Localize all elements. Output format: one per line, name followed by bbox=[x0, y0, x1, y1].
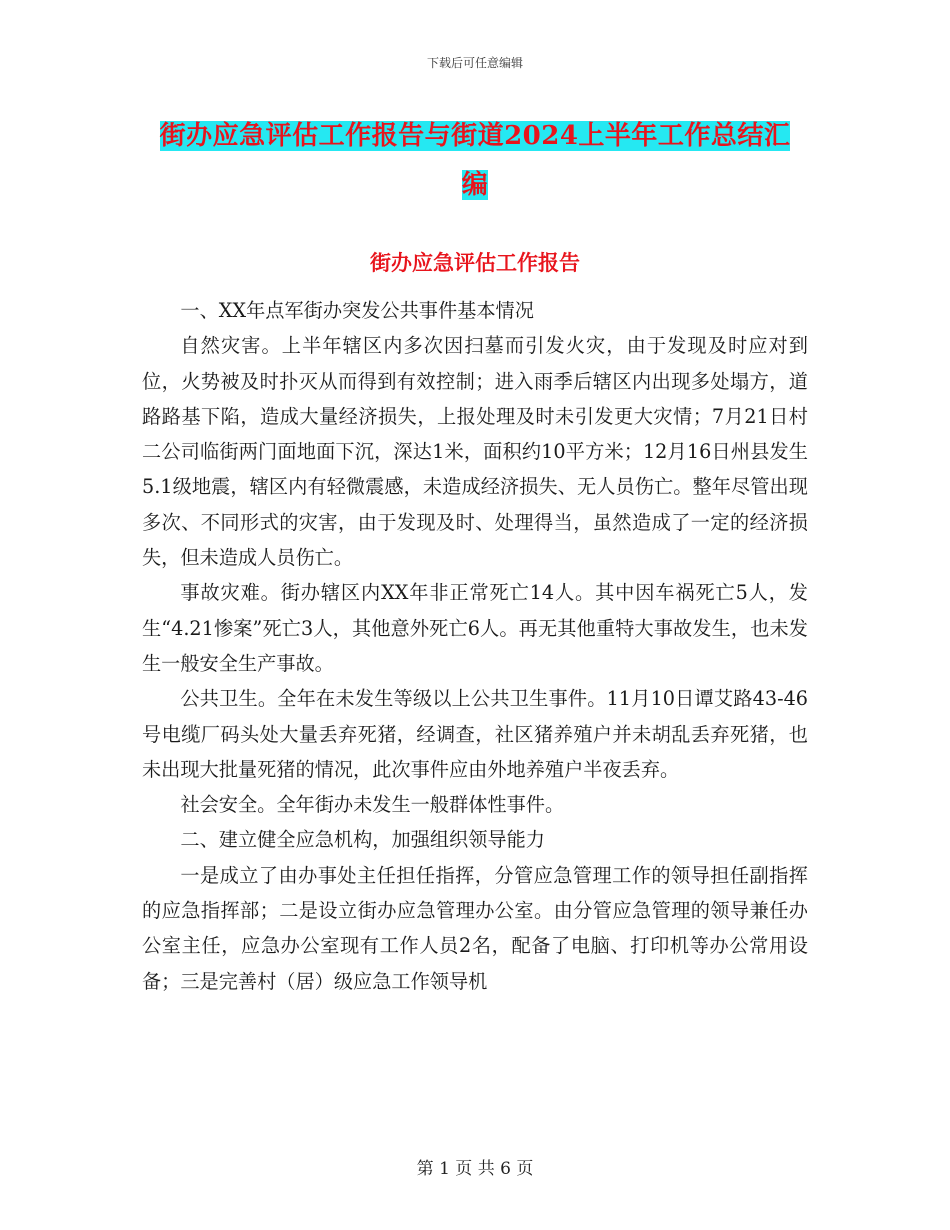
heading-1: 一、XX年点军街办突发公共事件基本情况 bbox=[180, 299, 534, 322]
heading-2: 二、建立健全应急机构，加强组织领导能力 bbox=[180, 828, 545, 852]
paragraph-natural-disasters: 自然灾害。上半年辖区内多次因扫墓而引发火灾，由于发现及时应对到位，火势被及时扑灭从而得到有效控制；进入雨季后辖区内出现多处塌方，道路路基下陷，造成大量经济损失，上报处理及时未引发更大灾情；7月21日村二公司临街两门面地面下沉，深达1米，面积约10平方米；12月16日州县发生5.1级地震，辖区内有轻微震感，未造成经济损失、无人员伤亡。整年尽管出现多次、不同形式的灾害，由于发现及时、处理得当，虽然造成了一定的经济损失，但未造成人员伤亡。 bbox=[142, 334, 808, 570]
page-header-note: 下载后可任意编辑 bbox=[426, 56, 523, 70]
paragraph-public-health: 公共卫生。全年在未发生等级以上公共卫生事件。11月10日谭艾路43-46号电缆厂码头处大量丢弃死猪，经调查，社区猪养殖户并未胡乱丢弃死猪，也未出现大批量死猪的情况，此次事件应由外地养殖户半夜丢弃。 bbox=[142, 687, 808, 781]
document-title bbox=[140, 112, 810, 210]
section-title: 街办应急评估工作报告 bbox=[370, 250, 580, 275]
paragraph-organization: 一是成立了由办事处主任担任指挥，分管应急管理工作的领导担任副指挥的应急指挥部；二是设立街办应急管理办公室。由分管应急管理的领导兼任办公室主任，应急办公室现有工作人员2名，配备了电脑、打印机等办公常用设备；三是完善村（居）级应急工作领导机 bbox=[142, 863, 808, 993]
page-footer: 第 1 页 共 6 页 bbox=[416, 1159, 534, 1179]
document-title-line-1: 街办应急评估工作报告与街道2024上半年工作总结汇 bbox=[159, 121, 791, 151]
paragraph-social-security: 社会安全。全年街办未发生一般群体性事件。 bbox=[180, 793, 565, 817]
document-title-line-2: 编 bbox=[461, 170, 489, 200]
document-body bbox=[142, 293, 808, 999]
paragraph-accidents: 事故灾难。街办辖区内XX年非正常死亡14人。其中因车祸死亡5人，发生“4.21惨案”死亡3人，其他意外死亡6人。再无其他重特大事故发生，也未发生一般安全生产事故。 bbox=[142, 581, 808, 675]
